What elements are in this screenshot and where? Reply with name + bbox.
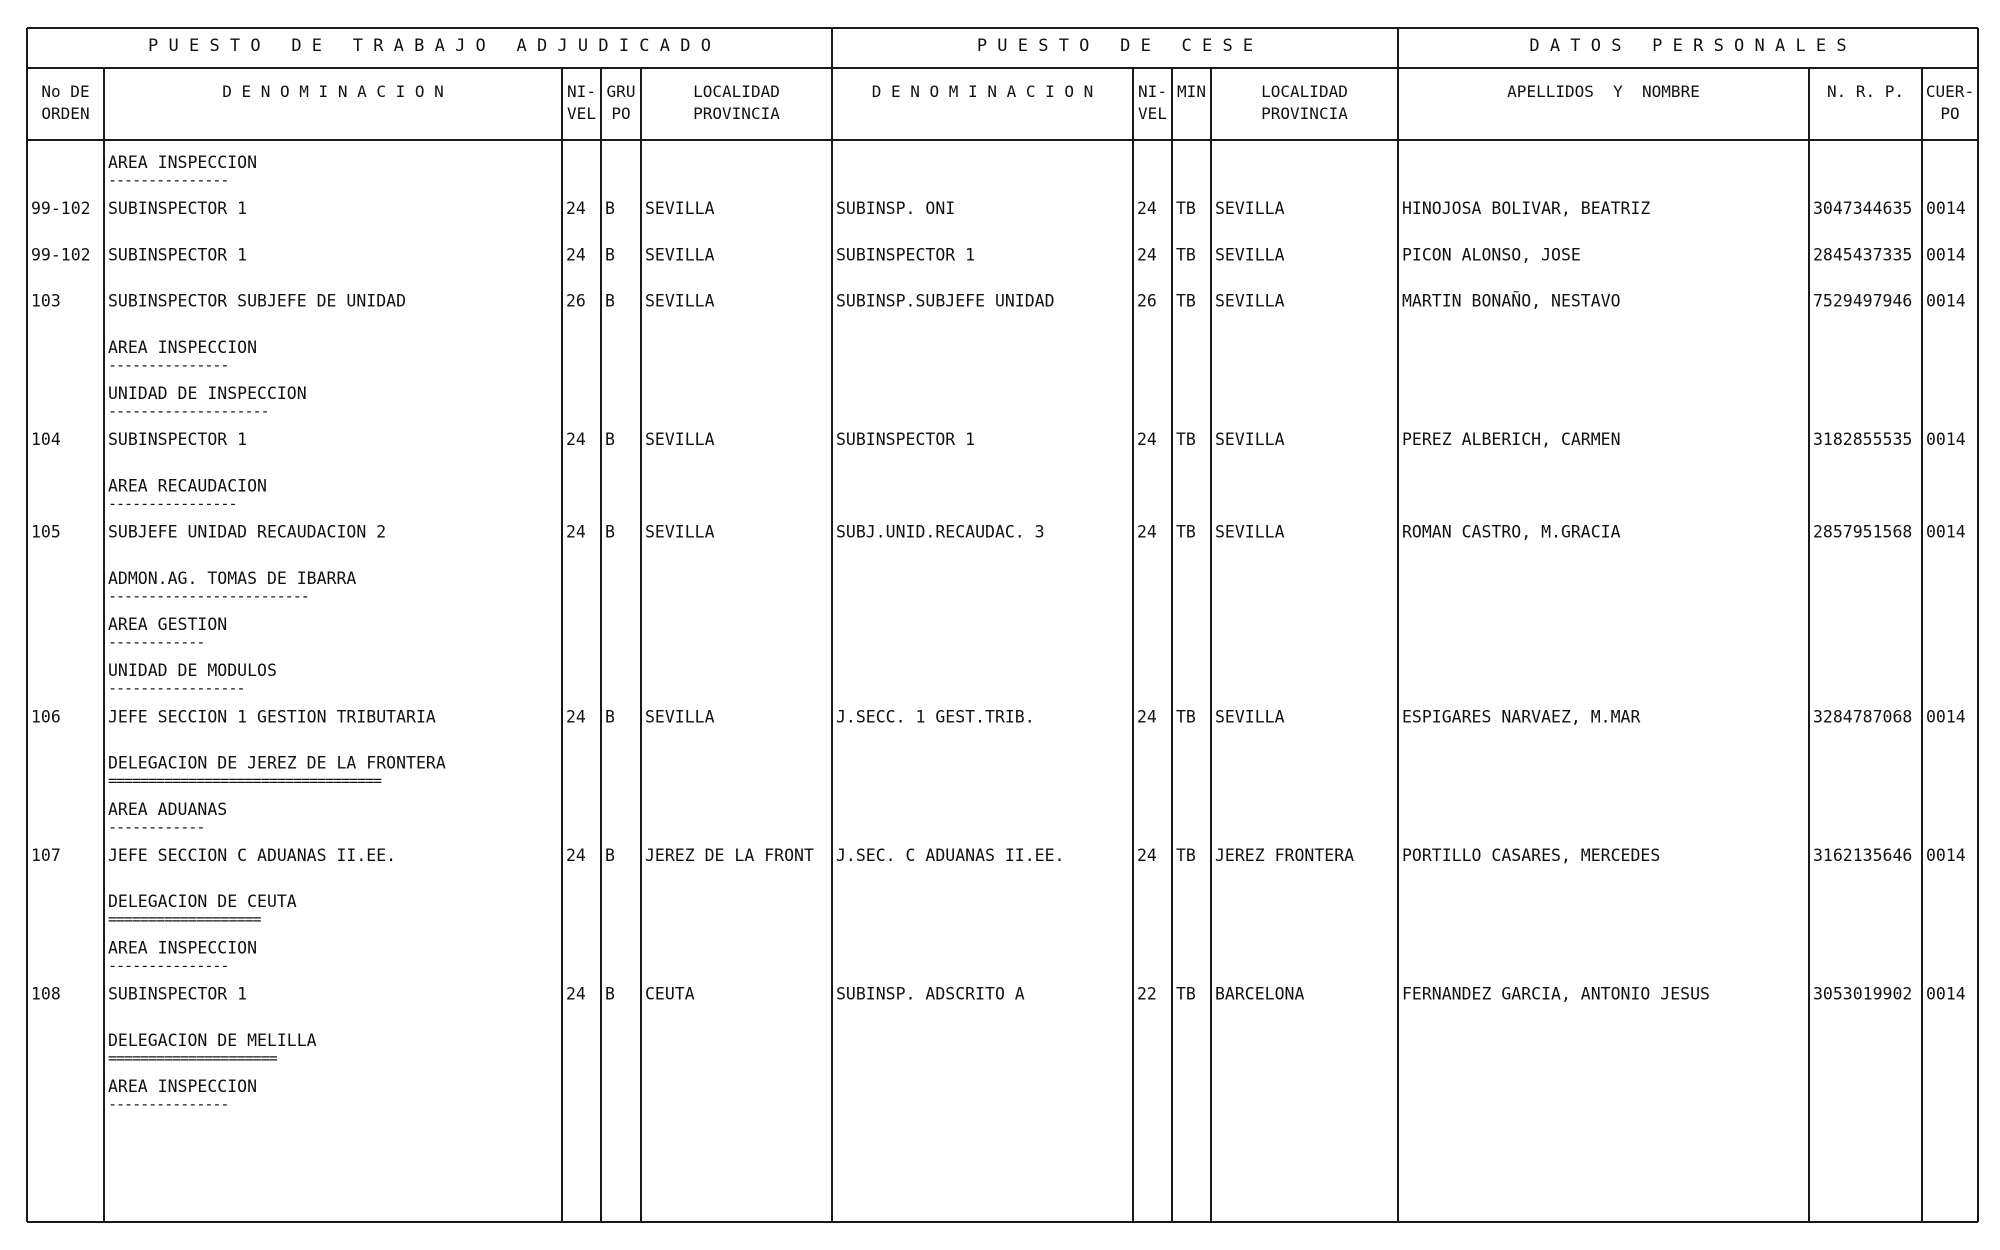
section-heading: UNIDAD DE INSPECCION [108,384,307,403]
section-heading: UNIDAD DE MODULOS [108,661,277,681]
cell-localidad: SEVILLA [645,707,715,727]
cell-nombre: ROMAN CASTRO, M.GRACIA [1402,522,1621,542]
cell-cuerpo: 0014 [1926,984,1966,1004]
cell-nrp: 7529497946 [1813,291,1913,311]
cell-min: TB [1176,245,1196,265]
cell-localidad: SEVILLA [645,199,715,219]
cell-nombre: PORTILLO CASARES, MERCEDES [1402,846,1661,865]
cell-nrp: 3162135646 [1813,846,1913,865]
column-header-label: LOCALIDAD [1261,82,1348,101]
cell-cese-localidad: SEVILLA [1215,430,1285,450]
cell-denominacion: SUBINSPECTOR 1 [108,984,248,1004]
column-header-label: ORDEN [41,104,90,123]
cell-cese-localidad: SEVILLA [1215,199,1285,219]
section-underline: ------------------------- [108,586,309,605]
cell-cuerpo: 0014 [1926,199,1966,219]
cell-cese-nivel: 24 [1137,245,1157,265]
cell-cese-nivel: 22 [1137,984,1157,1004]
cell-orden: 105 [31,522,61,542]
section-heading: AREA INSPECCION [108,938,258,958]
cell-orden: 104 [31,430,61,450]
column-header-label: D E N O M I N A C I O N [222,82,444,101]
cell-cese-localidad: SEVILLA [1215,291,1285,311]
section-heading: AREA ADUANAS [108,799,228,819]
cell-nombre: HINOJOSA BOLIVAR, BEATRIZ [1402,199,1651,219]
cell-cuerpo: 0014 [1926,707,1966,727]
cell-orden: 107 [31,846,61,865]
section-heading: DELEGACION DE CEUTA [108,892,297,912]
cell-orden: 99-102 [31,199,91,219]
column-header-label: N. R. P. [1826,82,1905,101]
cell-cese-denominacion: SUBJ.UNID.RECAUDAC. 3 [836,522,1045,542]
column-header-label: LOCALIDAD [693,82,780,101]
cell-min: TB [1176,846,1196,865]
section-underline: --------------- [108,171,229,189]
cell-nrp: 3182855535 [1813,430,1913,450]
cell-denominacion: JEFE SECCION 1 GESTION TRIBUTARIA [108,707,436,727]
cell-localidad: SEVILLA [645,245,715,265]
cell-cese-localidad: SEVILLA [1215,245,1285,265]
cell-nivel: 24 [566,522,586,542]
cell-cese-nivel: 26 [1137,291,1157,311]
cell-cese-localidad: JEREZ FRONTERA [1215,846,1355,865]
section-heading: DELEGACION DE JEREZ DE LA FRONTERA [108,753,446,773]
section-heading: AREA GESTION [108,615,228,634]
cell-cuerpo: 0014 [1926,291,1966,311]
cell-cese-nivel: 24 [1137,522,1157,542]
cell-nivel: 24 [566,984,586,1004]
section-underline: -------------------- [108,402,269,420]
column-header-label: MIN [1177,82,1206,101]
section-heading: DELEGACION DE MELILLA [108,1030,317,1050]
cell-orden: 108 [31,984,61,1004]
cell-grupo: B [605,522,615,542]
cell-cese-localidad: SEVILLA [1215,707,1285,727]
cell-cese-denominacion: SUBINSPECTOR 1 [836,430,976,450]
cell-cuerpo: 0014 [1926,430,1966,450]
cell-grupo: B [605,291,615,311]
table-body [31,153,1966,1113]
cell-min: TB [1176,707,1196,727]
table-header [41,36,1974,123]
column-header-label: APELLIDOS Y NOMBRE [1507,82,1700,101]
cell-min: TB [1176,984,1196,1004]
cell-nrp: 2857951568 [1813,522,1913,542]
cell-localidad: SEVILLA [645,430,715,450]
cell-nivel: 24 [566,199,586,219]
column-header-label: PROVINCIA [1261,104,1348,123]
cell-grupo: B [605,846,615,865]
cell-localidad: SEVILLA [645,291,715,311]
cell-cese-nivel: 24 [1137,199,1157,219]
column-header-label: NI- [567,82,596,101]
cell-grupo: B [605,199,615,219]
cell-denominacion: SUBINSPECTOR SUBJEFE DE UNIDAD [108,291,407,311]
section-underline: ------------ [108,817,205,836]
cell-cuerpo: 0014 [1926,245,1966,265]
cell-cese-denominacion: SUBINSPECTOR 1 [836,245,976,265]
cell-localidad: CEUTA [645,984,695,1004]
group-header-label: P U E S T O D E T R A B A J O A D J U D I C A D O [148,36,711,56]
section-heading: ADMON.AG. TOMAS DE IBARRA [108,568,357,588]
cell-localidad: JEREZ DE LA FRONT [645,846,814,865]
cell-cese-nivel: 24 [1137,846,1157,865]
cell-nivel: 24 [566,245,586,265]
cell-cuerpo: 0014 [1926,846,1966,865]
column-header-label: VEL [1138,104,1167,123]
cell-denominacion: SUBJEFE UNIDAD RECAUDACION 2 [108,522,387,542]
section-underline: ===================== [108,1048,277,1067]
column-header-label: CUER- [1925,82,1975,101]
cell-localidad: SEVILLA [645,522,715,542]
cell-denominacion: SUBINSPECTOR 1 [108,245,248,265]
cell-orden: 99-102 [31,245,91,265]
cell-orden: 106 [31,707,61,727]
column-header-label: NI- [1138,82,1167,101]
section-underline: ================================== [108,771,382,790]
cell-cuerpo: 0014 [1926,522,1966,542]
group-header-label: D A T O S P E R S O N A L E S [1529,36,1847,56]
section-underline: --------------- [108,956,229,975]
section-underline: ---------------- [108,494,237,513]
cell-nombre: PEREZ ALBERICH, CARMEN [1402,430,1621,450]
cell-nrp: 3053019902 [1813,984,1913,1004]
section-heading: AREA INSPECCION [108,153,258,172]
section-underline: --------------- [108,1095,229,1113]
cell-cese-nivel: 24 [1137,430,1157,450]
column-header-label: VEL [567,104,596,123]
column-header-label: No DE [41,82,90,101]
cell-nivel: 24 [566,430,586,450]
column-header-label: PO [611,104,631,123]
cell-nivel: 24 [566,707,586,727]
section-heading: AREA INSPECCION [108,1077,258,1096]
cell-orden: 103 [31,291,61,311]
cell-grupo: B [605,707,615,727]
section-underline: ------------ [108,633,205,651]
cell-min: TB [1176,430,1196,450]
group-header-label: P U E S T O D E C E S E [976,36,1254,56]
cell-cese-denominacion: SUBINSP.SUBJEFE UNIDAD [836,291,1055,311]
section-underline: =================== [108,910,261,929]
cell-grupo: B [605,984,615,1004]
cell-nrp: 2845437335 [1813,245,1913,265]
cell-nombre: MARTIN BONAÑO, NESTAVO [1402,291,1621,311]
cell-cese-nivel: 24 [1137,707,1157,727]
section-underline: --------------- [108,355,229,374]
column-header-label: GRU [606,82,636,101]
cell-min: TB [1176,522,1196,542]
cell-denominacion: JEFE SECCION C ADUANAS II.EE. [108,846,397,865]
section-underline: ----------------- [108,679,245,698]
cell-cese-denominacion: SUBINSP. ONI [836,199,956,219]
cell-nombre: FERNANDEZ GARCIA, ANTONIO JESUS [1402,984,1710,1004]
cell-denominacion: SUBINSPECTOR 1 [108,430,248,450]
cell-nombre: ESPIGARES NARVAEZ, M.MAR [1402,707,1641,727]
cell-grupo: B [605,430,615,450]
cell-cese-denominacion: SUBINSP. ADSCRITO A [836,984,1025,1004]
column-header-label: D E N O M I N A C I O N [871,82,1094,101]
cell-grupo: B [605,245,615,265]
cell-cese-denominacion: J.SECC. 1 GEST.TRIB. [836,707,1035,727]
cell-nrp: 3284787068 [1813,707,1913,727]
cell-min: TB [1176,291,1196,311]
cell-nrp: 3047344635 [1813,199,1913,219]
cell-cese-localidad: BARCELONA [1215,984,1305,1004]
section-heading: AREA INSPECCION [108,337,258,357]
cell-cese-localidad: SEVILLA [1215,522,1285,542]
cell-nivel: 24 [566,846,586,865]
cell-nombre: PICON ALONSO, JOSE [1402,245,1581,265]
table-rules [27,28,1978,1222]
cell-cese-denominacion: J.SEC. C ADUANAS II.EE. [836,846,1065,865]
section-heading: AREA RECAUDACION [108,476,267,496]
cell-denominacion: SUBINSPECTOR 1 [108,199,248,219]
cell-min: TB [1176,199,1196,219]
cell-nivel: 26 [566,291,586,311]
column-header-label: PO [1940,104,1960,123]
column-header-label: PROVINCIA [693,104,780,123]
